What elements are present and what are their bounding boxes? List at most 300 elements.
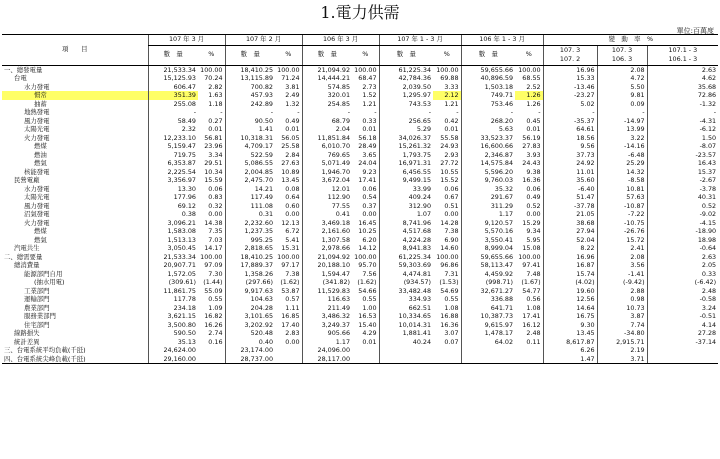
table-cell: 0.45	[526, 116, 541, 125]
table-cell: 27.63	[281, 159, 300, 167]
table-cell: 2.82	[208, 82, 223, 91]
table-cell: 0.32	[208, 201, 223, 210]
table-cell: -	[374, 108, 377, 116]
table-cell: 40,896.59	[461, 74, 515, 83]
table-cell: 100.00	[277, 252, 300, 261]
table-cell: 5.95	[526, 235, 541, 244]
table-cell: 0.60	[285, 201, 300, 210]
table-cell: 2.84	[285, 150, 300, 159]
table-cell: -8.58	[597, 176, 647, 185]
table-cell: 16.36	[440, 320, 459, 329]
table-cell: 14,575.84	[461, 159, 515, 168]
table-cell	[515, 346, 543, 355]
table-cell: 995.25	[225, 236, 275, 245]
table-cell: 291.67	[461, 193, 515, 202]
table-cell: 9,120.57	[461, 219, 515, 228]
table-cell: 59,655.66	[461, 65, 515, 74]
table-cell: (934.57)	[379, 278, 433, 287]
table-cell: 0.00	[285, 210, 300, 218]
table-cell	[461, 355, 515, 364]
table-cell: 14.17	[204, 244, 223, 252]
header-period: 106 年 3 月	[302, 35, 379, 46]
table-cell: 1.50	[647, 134, 718, 143]
header-pct: %	[515, 45, 543, 65]
table-cell: 254.85	[302, 100, 352, 109]
table-cell: 33,482.48	[379, 287, 433, 296]
table-cell: 351.39	[148, 91, 198, 100]
table-row	[2, 176, 718, 185]
table-cell: 4,709.17	[225, 142, 275, 151]
table-cell: 1,594.47	[302, 270, 352, 279]
table-cell: 6.90	[444, 235, 459, 244]
table-cell: 409.24	[379, 193, 433, 202]
table-cell: 18.56	[543, 134, 597, 143]
row-label: 燃氣	[34, 235, 47, 244]
header-period: 107 年 2 月	[225, 35, 302, 46]
table-cell: 1.26	[526, 99, 541, 108]
table-cell: 0.49	[526, 193, 541, 201]
table-cell: -	[225, 108, 275, 117]
header-row-periods	[2, 35, 718, 46]
row-label: 水力發電	[24, 82, 50, 91]
table-cell: 2.48	[647, 287, 718, 296]
table-cell: 2.63	[647, 253, 718, 262]
table-cell: -8.07	[647, 142, 718, 151]
table-cell: -10.75	[597, 219, 647, 228]
table-cell: 0.98	[597, 295, 647, 304]
table-cell: 8,741.96	[379, 219, 433, 228]
table-cell: 96.86	[440, 261, 459, 269]
table-cell: 9.56	[543, 142, 597, 151]
table-cell: 3.87	[597, 312, 647, 321]
table-cell: 336.88	[461, 295, 515, 304]
table-cell: 15.72	[597, 236, 647, 245]
table-cell: 9,917.63	[225, 287, 275, 296]
page-title: 1.電力供需	[320, 3, 400, 22]
table-cell: 58.49	[148, 117, 198, 126]
row-label: 慣常	[2, 91, 148, 100]
table-cell: 59,303.69	[379, 261, 433, 270]
table-cell: 95.70	[358, 261, 377, 269]
table-cell: 1,583.08	[148, 227, 198, 236]
table-cell	[379, 355, 433, 364]
table-cell: 11,529.83	[302, 287, 352, 296]
table-cell: 7.30	[208, 269, 223, 278]
row-label: 水力發電	[24, 184, 50, 193]
table-cell: 0.38	[148, 210, 198, 219]
table-row	[2, 287, 718, 296]
table-cell: 12.01	[302, 185, 352, 194]
table-cell: 14.64	[543, 304, 597, 313]
table-cell: 1,358.26	[225, 270, 275, 279]
row-label: 核能發電	[24, 167, 50, 176]
table-cell: 334.93	[379, 295, 433, 304]
table-cell: 0.06	[208, 184, 223, 193]
table-cell: 574.85	[302, 83, 352, 92]
table-cell: 2.73	[362, 82, 377, 91]
table-cell: -	[379, 108, 433, 117]
table-cell: 1.08	[444, 303, 459, 312]
table-cell: 37.73	[543, 151, 597, 160]
header-item: 項 目	[2, 35, 148, 66]
table-cell: 5.02	[543, 100, 597, 109]
row-label: 農業部門	[24, 303, 50, 312]
table-cell: 3,050.45	[148, 244, 198, 253]
table-cell: 0.00	[362, 210, 377, 218]
table-cell: 0.33	[647, 270, 718, 279]
table-cell: 11,861.75	[148, 287, 198, 296]
table-cell: 5,570.16	[461, 227, 515, 236]
table-cell: 56.18	[358, 133, 377, 142]
table-cell: 10,334.65	[379, 312, 433, 321]
table-cell: 2,225.54	[148, 168, 198, 177]
table-cell: 35.13	[148, 338, 198, 347]
table-cell: 3.22	[597, 134, 647, 143]
table-cell: 17.40	[281, 320, 300, 329]
table-cell: 69.12	[148, 202, 198, 211]
table-cell: 5.29	[379, 125, 433, 134]
table-cell: 13.99	[597, 125, 647, 134]
table-cell: 1.21	[444, 99, 459, 108]
table-cell: 5,596.20	[461, 168, 515, 177]
header-period: 106 年 1 - 3 月	[461, 35, 543, 46]
table-cell: -7.22	[597, 210, 647, 219]
table-cell: 0.31	[225, 210, 275, 219]
table-cell: 100.00	[436, 252, 459, 261]
table-cell	[433, 346, 461, 355]
table-row	[2, 151, 718, 160]
table-cell: 15.59	[204, 176, 223, 184]
row-label: 線路損失	[14, 329, 40, 337]
table-row	[2, 117, 718, 126]
table-cell: 54.77	[522, 286, 541, 295]
table-cell: 53.87	[281, 286, 300, 295]
row-label: 能源部門自用	[24, 269, 63, 278]
row-label: 火力發電	[24, 218, 50, 227]
table-cell: 2.63	[647, 65, 718, 74]
table-cell: 3,672.04	[302, 176, 352, 185]
table-cell: 2.88	[597, 287, 647, 296]
table-cell: 4.62	[647, 74, 718, 83]
table-cell: 13.30	[148, 185, 198, 194]
table-cell: 5,071.49	[302, 159, 352, 168]
table-cell: 34,026.37	[379, 134, 433, 143]
table-cell: 32,671.27	[461, 287, 515, 296]
table-cell: -	[297, 108, 300, 116]
header-qty: 數 量	[148, 45, 198, 65]
table-cell: 2.08	[597, 253, 647, 262]
table-cell: 2.04	[302, 125, 352, 134]
table-cell: 55.58	[440, 133, 459, 142]
table-cell: 5.63	[461, 125, 515, 134]
table-cell: 4,474.81	[379, 270, 433, 279]
table-cell: 64.61	[543, 125, 597, 134]
header-pct: %	[198, 45, 225, 65]
table-cell: 111.08	[225, 202, 275, 211]
table-cell: 2,915.71	[597, 338, 647, 347]
table-cell: 9,499.15	[379, 176, 433, 185]
table-cell: 10.34	[204, 167, 223, 176]
table-cell: 117.78	[148, 295, 198, 304]
header-qty: 數 量	[379, 45, 433, 65]
table-cell: 15.74	[543, 270, 597, 279]
table-row	[2, 295, 718, 304]
table-cell: 97.17	[281, 261, 300, 269]
table-cell: 0.40	[225, 338, 275, 347]
table-cell: 20,907.71	[148, 261, 198, 270]
table-cell: 1,572.05	[148, 270, 198, 279]
table-cell	[647, 355, 718, 364]
table-cell: -18.90	[647, 227, 718, 236]
table-cell: 0.27	[208, 116, 223, 125]
table-cell: 662.51	[379, 304, 433, 313]
table-cell: 1.21	[362, 99, 377, 108]
table-cell: 100.00	[518, 252, 541, 261]
table-cell: 2.41	[597, 244, 647, 253]
table-cell: 1,946.70	[302, 168, 352, 177]
table-cell: 97.09	[204, 261, 223, 269]
table-row	[2, 168, 718, 177]
table-cell: 18,410.25	[225, 253, 275, 262]
table-cell: 4.72	[597, 74, 647, 83]
table-cell: 17.41	[358, 176, 377, 184]
header-pct: %	[275, 45, 302, 65]
table-cell: 29.51	[204, 159, 223, 167]
table-cell: 6,456.55	[379, 168, 433, 177]
table-cell: 61,225.34	[379, 65, 433, 74]
table-cell: 0.41	[302, 210, 352, 219]
table-cell: 15.37	[647, 168, 718, 177]
table-cell: -0.51	[647, 312, 718, 321]
table-cell: (4.02)	[543, 278, 597, 287]
table-cell: 25.29	[597, 159, 647, 168]
table-cell: 4.29	[362, 329, 377, 337]
table-cell: 14,444.21	[302, 74, 352, 83]
table-cell: 16.12	[522, 320, 541, 329]
table-cell: 8,941.83	[379, 244, 433, 253]
table-cell: 16.36	[522, 176, 541, 184]
table-cell: 11.01	[543, 168, 597, 177]
table-cell: 0.37	[362, 201, 377, 210]
table-cell: 18.98	[647, 236, 718, 245]
table-row	[2, 338, 718, 347]
table-cell: 1.63	[208, 91, 223, 99]
table-cell: 100.00	[200, 65, 223, 74]
table-cell: 1,503.18	[461, 83, 515, 92]
table-cell: 27.72	[440, 159, 459, 167]
table-cell: 20,188.10	[302, 261, 352, 270]
table-cell: 40.31	[647, 193, 718, 202]
table-row	[2, 210, 718, 219]
table-cell: 10.81	[597, 185, 647, 194]
table-cell: 0.00	[208, 210, 223, 218]
table-cell: 1,881.41	[379, 329, 433, 338]
table-cell: 9,615.97	[461, 321, 515, 330]
table-cell: 7.38	[444, 227, 459, 235]
table-row	[2, 312, 718, 321]
table-cell: 35.60	[543, 176, 597, 185]
table-cell: -	[461, 108, 515, 117]
table-cell: 0.51	[444, 201, 459, 210]
table-row	[2, 185, 718, 194]
table-cell: 15,125.93	[148, 74, 198, 83]
table-cell: 57.63	[597, 193, 647, 202]
table-cell: 2.32	[148, 125, 198, 134]
row-label: 太陽光電	[24, 193, 50, 201]
table-cell: 14.38	[204, 218, 223, 227]
table-cell: (1.53)	[439, 278, 459, 286]
table-cell: 23.96	[204, 142, 223, 150]
table-cell	[198, 355, 225, 364]
table-cell: 52.04	[543, 236, 597, 245]
table-cell: (-9.42)	[597, 278, 647, 287]
table-cell: 0.49	[285, 116, 300, 125]
table-cell: 2,232.60	[225, 219, 275, 228]
table-cell: 590.50	[148, 329, 198, 338]
table-cell: 2,346.87	[461, 151, 515, 160]
row-label: 燃煤	[34, 227, 47, 235]
table-cell: 1,295.97	[379, 91, 433, 100]
table-row	[2, 159, 718, 168]
table-cell: 10.55	[440, 167, 459, 176]
table-cell: 3.07	[444, 329, 459, 337]
table-row	[2, 219, 718, 228]
header-change-col: 107. 3 106. 3	[597, 45, 647, 65]
table-row	[2, 125, 718, 134]
table-cell: 9.23	[362, 167, 377, 176]
table-cell: 24,096.00	[302, 346, 352, 355]
row-label: 燃煤	[34, 142, 47, 150]
table-cell: 28.49	[358, 142, 377, 150]
table-cell: 100.00	[518, 65, 541, 74]
table-cell	[352, 355, 379, 364]
table-cell: 4,459.92	[461, 270, 515, 279]
table-cell: 2,161.60	[302, 227, 352, 236]
table-cell: -3.78	[647, 185, 718, 194]
table-cell: 7.35	[208, 227, 223, 235]
table-row	[2, 142, 718, 151]
table-cell: 8,999.04	[461, 244, 515, 253]
header-pct: %	[433, 45, 461, 65]
table-cell: 33.99	[379, 185, 433, 194]
table-cell: 14.60	[440, 244, 459, 252]
table-cell: 6,010.70	[302, 142, 352, 151]
table-cell: 112.90	[302, 193, 352, 202]
table-cell: 24.43	[522, 159, 541, 167]
table-cell: 0.64	[285, 193, 300, 201]
table-cell: 1,307.58	[302, 236, 352, 245]
table-cell: 1.41	[225, 125, 275, 134]
table-cell: 16.26	[204, 320, 223, 329]
table-cell: 100.00	[354, 252, 377, 261]
table-cell: 1.00	[362, 303, 377, 312]
table-cell: 520.48	[225, 329, 275, 338]
table-cell: 320.01	[302, 91, 352, 100]
table-cell	[275, 346, 302, 355]
table-cell: 5.41	[285, 235, 300, 244]
row-label: 運輸部門	[24, 295, 50, 303]
row-label: 沼氣發電	[24, 210, 50, 218]
table-cell: 10.89	[281, 167, 300, 176]
table-cell: -6.40	[543, 185, 597, 194]
table-cell: 5,159.47	[148, 142, 198, 151]
table-cell	[275, 355, 302, 364]
table-cell: 2,039.50	[379, 83, 433, 92]
table-cell	[379, 346, 433, 355]
row-label: 火力發電	[24, 133, 50, 142]
table-cell: 21,094.92	[302, 253, 352, 262]
table-cell: 24.04	[358, 159, 377, 167]
table-cell: 40.24	[379, 338, 433, 347]
table-cell: (998.71)	[461, 278, 515, 287]
table-cell: 10,014.31	[379, 321, 433, 330]
table-cell: 10.25	[358, 227, 377, 235]
table-cell: 33,523.37	[461, 134, 515, 143]
row-label: 抽蓄	[34, 99, 47, 108]
table-cell: 14.21	[225, 185, 275, 194]
table-cell: 97.41	[522, 261, 541, 269]
table-cell: 54.66	[358, 286, 377, 295]
table-cell: -0.64	[647, 244, 718, 253]
table-cell: 0.01	[285, 125, 300, 133]
table-cell: 16.45	[358, 218, 377, 227]
table-cell: -	[543, 108, 597, 117]
table-cell: 6.72	[285, 227, 300, 235]
table-cell: 3.56	[597, 261, 647, 270]
table-cell: -0.58	[647, 295, 718, 304]
table-row	[2, 227, 718, 236]
table-cell: 28,737.00	[225, 355, 275, 364]
table-cell: 55.09	[204, 286, 223, 295]
table-cell: 0.00	[444, 210, 459, 218]
table-cell: -6.12	[647, 125, 718, 134]
table-cell: 641.71	[461, 304, 515, 313]
table-cell: 35.68	[647, 83, 718, 92]
table-cell: -4.31	[647, 117, 718, 126]
table-cell: 177.96	[148, 193, 198, 202]
table-cell: 15.29	[522, 218, 541, 227]
table-cell: 4,224.28	[379, 236, 433, 245]
table-cell: 0.52	[526, 201, 541, 210]
table-cell: (1.62)	[280, 278, 300, 286]
table-cell: -23.57	[647, 151, 718, 160]
table-cell: 12.13	[281, 218, 300, 227]
table-cell: 7.56	[362, 269, 377, 278]
table-cell: -	[302, 108, 352, 117]
table-cell: 0.01	[526, 125, 541, 133]
row-label: 總消費量	[14, 261, 40, 269]
unit-label: 單位:百萬度	[676, 27, 714, 35]
table-cell: 255.08	[148, 100, 198, 109]
power-supply-table	[2, 34, 718, 364]
table-cell: 3,486.32	[302, 312, 352, 321]
table-cell: -14.97	[597, 117, 647, 126]
header-qty: 數 量	[302, 45, 352, 65]
table-cell: (-6.42)	[647, 278, 718, 287]
table-cell: 3,500.80	[148, 321, 198, 330]
table-cell: -26.76	[597, 227, 647, 236]
table-cell: -	[456, 108, 459, 116]
table-cell: 0.67	[444, 193, 459, 201]
table-cell: 242.89	[225, 100, 275, 109]
table-cell: 2,475.70	[225, 176, 275, 185]
table-row	[2, 346, 718, 355]
row-label: 住宅部門	[24, 320, 50, 329]
table-cell: 0.01	[362, 337, 377, 346]
table-cell: 15.33	[543, 74, 597, 83]
table-cell: 1.18	[208, 99, 223, 108]
table-cell: 2.52	[526, 82, 541, 91]
